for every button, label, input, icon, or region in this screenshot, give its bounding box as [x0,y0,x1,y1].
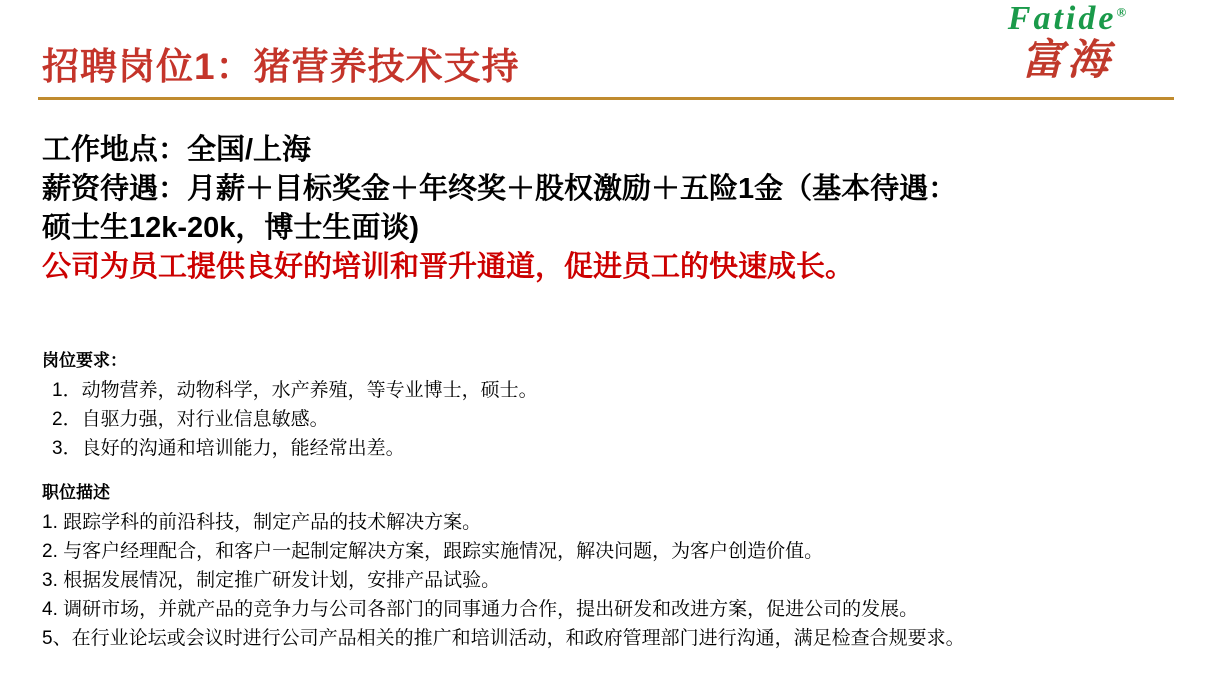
title-divider [38,97,1174,100]
description-section [42,478,1182,653]
list-item: 4. 调研市场，并就产品的竞争力与公司各部门的同事通力合作，提出研发和改进方案，促进公司的发展。 [42,598,919,620]
logo-latin-text [952,2,1182,36]
headline-block [42,131,1172,288]
headline-salary-line1: 薪资待遇：月薪＋目标奖金＋年终奖＋股权激励＋五险1金（基本待遇： [42,173,958,206]
requirements-heading: 岗位要求： [42,351,127,370]
list-item: 1．动物营养，动物科学，水产养殖，等专业博士，硕士。 [52,380,538,401]
requirements-list [42,377,1182,464]
requirements-section [42,346,1182,464]
list-item: 2. 与客户经理配合，和客户一起制定解决方案，跟踪实施情况，解决问题，为客户创造价值。 [42,540,824,562]
list-item: 1. 跟踪学科的前沿科技，制定产品的技术解决方案。 [42,512,482,533]
description-heading: 职位描述 [42,483,110,502]
company-logo [952,2,1182,94]
headline-salary-line2: 硕士生12k-20k，博士生面谈) [42,212,420,245]
description-list [42,509,1182,653]
logo-chinese-text: 富海 [1020,35,1113,84]
logo-latin-label: Fatide [1007,0,1117,37]
list-item: 3. 根据发展情况，制定推广研发计划，安排产品试验。 [42,569,501,591]
list-item: 2．自驱力强，对行业信息敏感。 [52,408,329,430]
list-item: 3．良好的沟通和培训能力，能经常出差。 [52,437,405,459]
list-item: 5、在行业论坛或会议时进行公司产品相关的推广和培训活动，和政府管理部门进行沟通，满足检查合规要求。 [42,627,965,649]
page-title: 招聘岗位1：猪营养技术支持 [42,46,520,87]
registered-trademark-icon: ® [1116,4,1127,20]
headline-location: 工作地点：全国/上海 [42,134,312,166]
headline-training-note: 公司为员工提供良好的培训和晋升通道，促进员工的快速成长。 [42,251,855,284]
